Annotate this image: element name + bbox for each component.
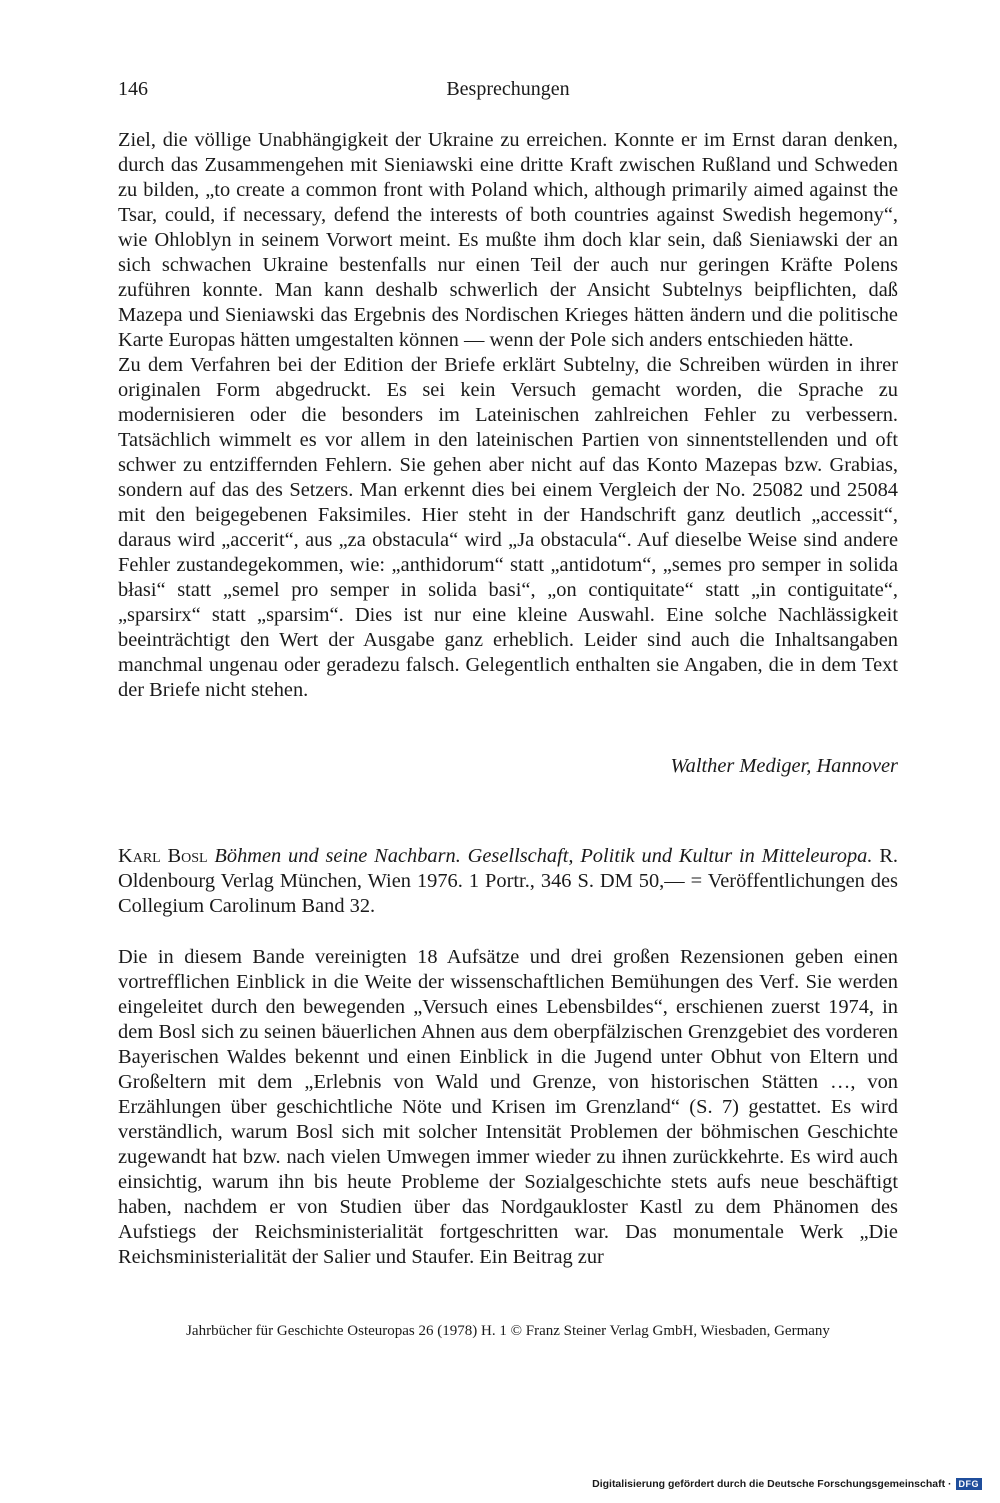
funding-note	[592, 1478, 982, 1490]
book-title: Böhmen und seine Nachbarn. Gesellschaft, Politik und Kultur in Mitteleuropa.	[214, 845, 873, 867]
reviewer-signature: Walther Mediger, Hannover	[670, 755, 898, 777]
page-header	[118, 78, 898, 108]
journal-citation-footer: Jahrbücher für Geschichte Osteuropas 26 (1978) H. 1 © Franz Steiner Verlag GmbH, Wiesbaden, Germany	[186, 1323, 830, 1339]
book-details: R. Oldenbourg Verlag München, Wien 1976. 1 Portr., 346 S. DM 50,— = Veröffentlichungen des Collegium Carolinum Band 32.	[118, 845, 899, 917]
dfg-logo-icon: DFG	[956, 1478, 983, 1490]
bibliographic-entry	[118, 844, 898, 919]
running-title: Besprechungen	[446, 78, 570, 100]
book-author: Karl Bosl	[118, 845, 208, 867]
review-2-paragraph: Die in diesem Bande vereinigten 18 Aufsätze und drei großen Rezensionen geben einen vortrefflichen Einblick in die Weite der wissenschaftlichen Bemühungen des Verf. Sie werden eingeleitet durch den bewegenden „Versuch eines Lebensbildes“, erschienen zuerst 1974, in dem Bosl sich zu seinen bäuerlichen Ahnen aus dem oberpfälzischen Grenzgebiet des vorderen Bayerischen Waldes bekennt und einen Einblick in die Jugend unter Obhut von Eltern und Großeltern mit dem „Erlebnis von Wald und Grenze, von historischen Stätten …, von Erzählungen über geschichtliche Nöte und Krisen im Grenzland“ (S. 7) gestattet. Es wird verständlich, warum Bosl sich mit solcher Intensität Problemen der böhmischen Geschichte zugewandt hat bzw. nach vielen Umwegen immer wieder zu ihnen zurückkehrte. Es wird auch einsichtig, warum ihn bis heute Probleme der Sozialgeschichte stets aufs neue beschäftigt haben, nachdem er von Studien über das Nordgaukloster Kastl zu dem Phänomen des Aufstiegs der Reichsministerialität fortgeschritten war. Das monumentale Werk „Die Reichsministerialität der Salier und Staufer. Ein Beitrag zur	[118, 946, 898, 1268]
review-1-paragraph: Zu dem Verfahren bei der Edition der Briefe erklärt Subtelny, die Schreiben würden in ihrer originalen Form abgedruckt. Es sei kein Versuch gemacht worden, die Sprache zu modernisieren oder die besonders im Lateinischen zahlreichen Fehler zu verbessern. Tatsächlich wimmelt es vor allem in den lateinischen Partien von sinnentstellenden und oft schwer zu entziffernden Fehlern. Sie gehen aber nicht auf das Konto Mazepas bzw. Grabias, sondern auf das des Setzers. Man erkennt dies bei einem Vergleich der No. 25082 und 25084 mit den beigegebenen Faksimiles. Hier steht in der Handschrift ganz deutlich „accessit“, daraus wird „accerit“, aus „za obstacula“ wird „Ja obstacula“. Auf dieselbe Weise sind andere Fehler zustandegekommen, wie: „anthidorum“ statt „antidotum“, „semes pro semper in solida błasi“ statt „semel pro semper in solida basi“, „on contiquitate“ statt „in contiguitate“, „sparsirx“ statt „sparsim“. Dies ist nur eine kleine Auswahl. Eine solche Nachlässigkeit beeinträchtigt den Wert der Ausgabe ganz erheblich. Leider sind auch die Inhaltsangaben manchmal ungenau oder geradezu falsch. Gelegentlich enthalten sie Angaben, die in dem Text der Briefe nicht stehen.	[118, 354, 898, 701]
funding-note-text: Digitalisierung gefördert durch die Deutsche Forschungsgemeinschaft ·	[592, 1478, 952, 1490]
review-1-body	[118, 128, 898, 703]
page-number: 146	[118, 78, 148, 100]
review-1-paragraph: Ziel, die völlige Unabhängigkeit der Ukraine zu erreichen. Konnte er im Ernst daran denken, durch das Zusammengehen mit Sieniawski eine dritte Kraft zwischen Rußland und Schweden zu bilden, „to create a common front with Poland which, although primarily aimed against the Tsar, could, if necessary, defend the interests of both countries against Swedish hegemony“, wie Ohloblyn in seinem Vorwort meint. Es mußte ihm doch klar sein, daß Sieniawski der an sich schwachen Ukraine bestenfalls nur einen Teil der auch nur geringen Kräfte Polens zuführen konnte. Man kann deshalb schwerlich der Ansicht Subtelnys beipflichten, daß Mazepa und Sieniawski das Ergebnis des Nordischen Krieges hätten ändern und die politische Karte Europas hätten umgestalten können — wenn der Pole sich anders entschieden hätte.	[118, 129, 898, 351]
review-2-body	[118, 945, 898, 1270]
